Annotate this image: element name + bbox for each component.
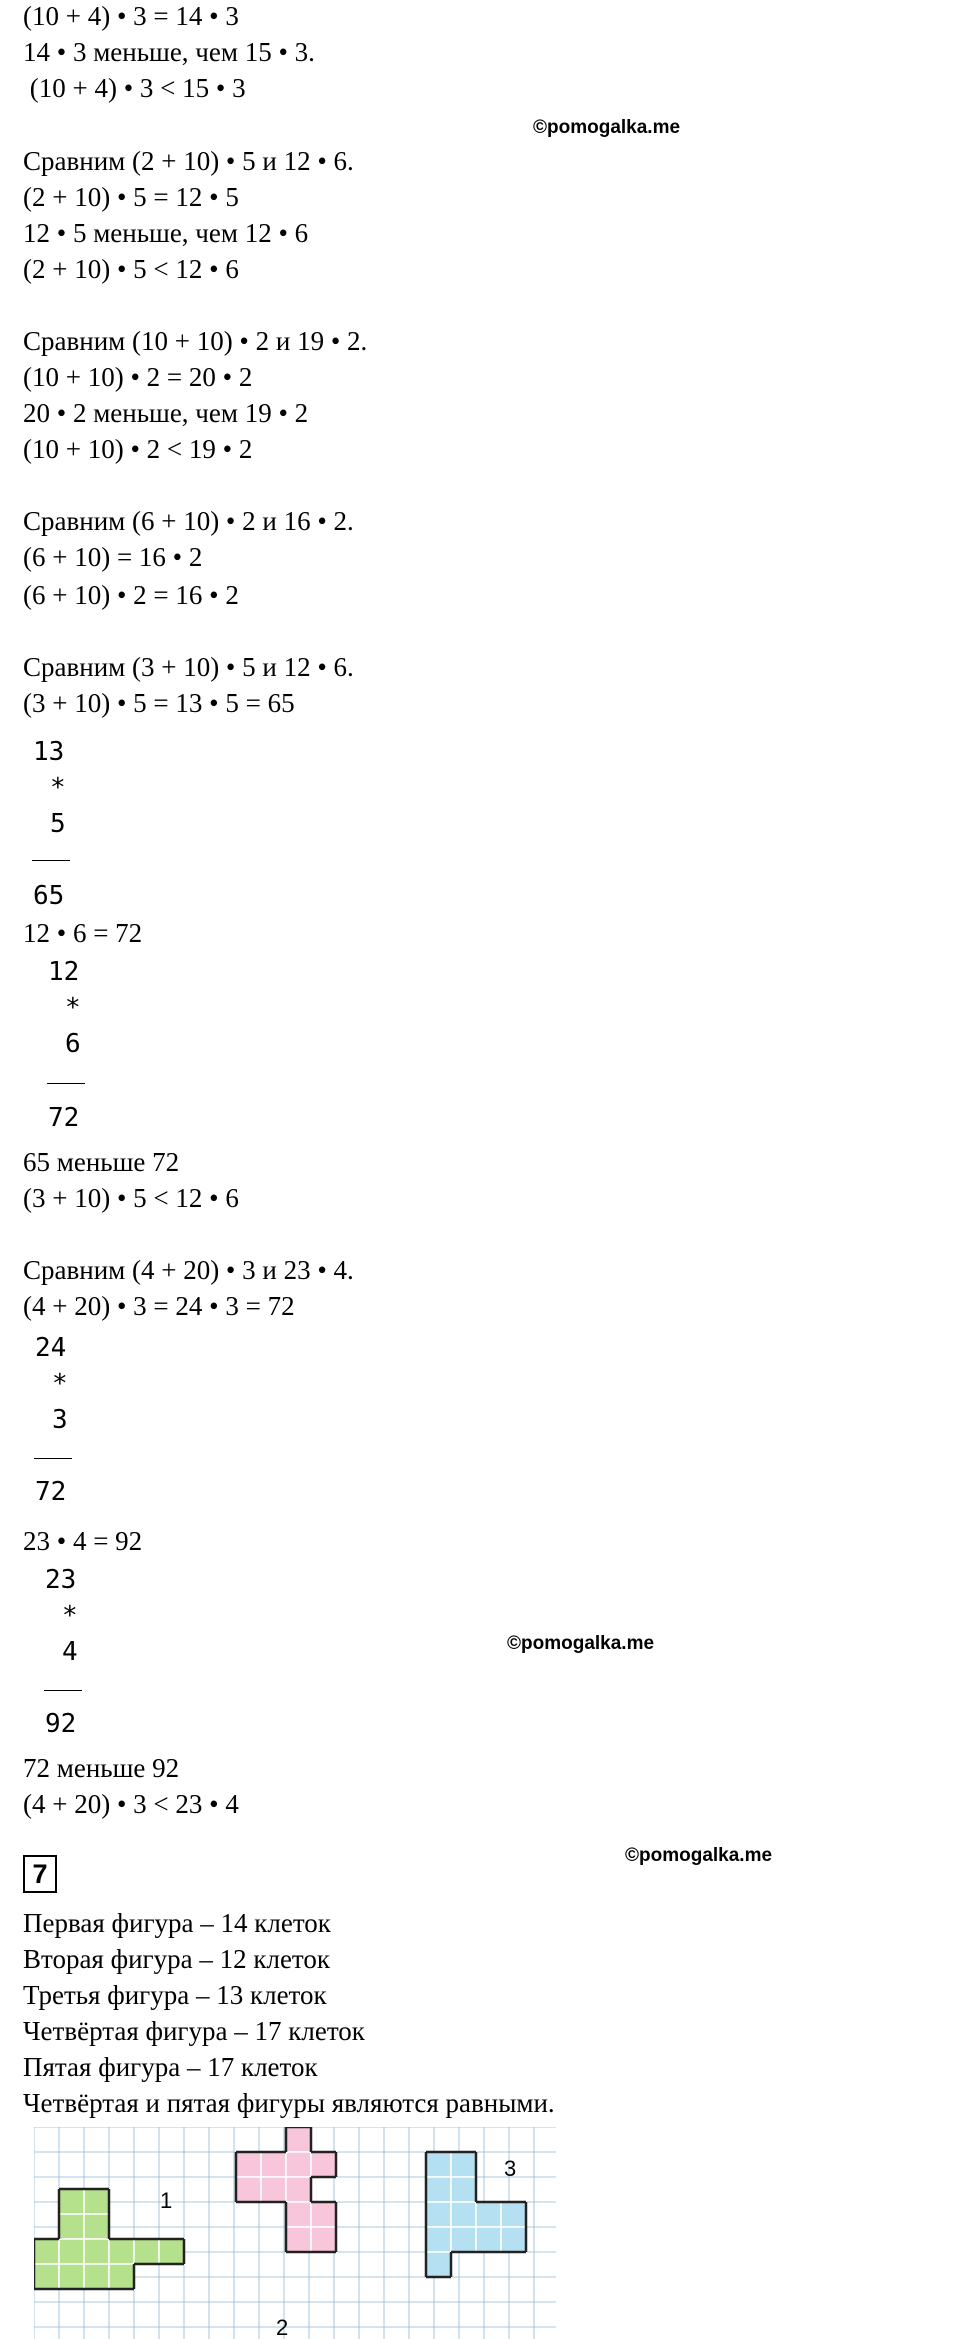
figure-cell <box>59 2189 84 2214</box>
text-line: (10 + 10) • 2 < 19 • 2 <box>23 434 253 464</box>
figure-cell <box>286 2227 311 2252</box>
text-line: Сравним (2 + 10) • 5 и 12 • 6. <box>23 146 354 176</box>
task-line: Четвёртая фигура – 17 клеток <box>23 2016 365 2046</box>
text-line: 65 меньше 72 <box>23 1147 180 1177</box>
watermark: ©pomogalka.me <box>507 1633 655 1654</box>
figure-cell <box>286 2177 311 2202</box>
figure-cell <box>426 2202 451 2227</box>
text-line: (3 + 10) • 5 = 13 • 5 = 65 <box>23 688 295 718</box>
figure-cell <box>261 2152 286 2177</box>
text-line: (10 + 10) • 2 = 20 • 2 <box>23 362 253 392</box>
figures-illustration <box>34 2127 556 2339</box>
text-line: 12 • 5 меньше, чем 12 • 6 <box>23 218 309 248</box>
figure-cell <box>476 2202 501 2227</box>
text-line: 23 • 4 = 92 <box>23 1526 143 1556</box>
text-line: (2 + 10) • 5 = 12 • 5 <box>23 182 239 212</box>
text-line: Сравним (6 + 10) • 2 и 16 • 2. <box>23 506 354 536</box>
column-operator: * <box>62 1601 78 1631</box>
column-multiplicand: 23 <box>45 1565 77 1595</box>
figure-cell <box>236 2152 261 2177</box>
column-rule <box>34 1458 72 1459</box>
figure-cell <box>159 2239 184 2264</box>
figure-cell <box>426 2152 451 2177</box>
text-line: 12 • 6 = 72 <box>23 918 143 948</box>
figure-cell <box>501 2227 526 2252</box>
figure-cell <box>84 2239 109 2264</box>
figure-label-1: 1 <box>160 2188 173 2213</box>
figure-cell <box>34 2239 59 2264</box>
figure-cell <box>426 2252 451 2277</box>
text-line: (2 + 10) • 5 < 12 • 6 <box>23 254 239 284</box>
column-result: 65 <box>33 881 65 911</box>
figure-cell <box>311 2152 336 2177</box>
figure-cell <box>311 2227 336 2252</box>
text-line: (6 + 10) = 16 • 2 <box>23 542 203 572</box>
figure-label-2: 2 <box>276 2315 289 2339</box>
text-line: (4 + 20) • 3 = 24 • 3 = 72 <box>23 1291 295 1321</box>
figure-label-3: 3 <box>504 2156 517 2181</box>
watermark: ©pomogalka.me <box>533 117 681 138</box>
column-multiplicand: 12 <box>48 957 80 987</box>
text-line: 14 • 3 меньше, чем 15 • 3. <box>23 37 315 67</box>
figure-cell <box>59 2239 84 2264</box>
task-line: Первая фигура – 14 клеток <box>23 1908 331 1938</box>
text-line: Сравним (10 + 10) • 2 и 19 • 2. <box>23 326 368 356</box>
figure-cell <box>109 2239 134 2264</box>
text-line: (10 + 4) • 3 = 14 • 3 <box>23 1 239 31</box>
text-line: (4 + 20) • 3 < 23 • 4 <box>23 1789 239 1819</box>
figure-cell <box>84 2264 109 2289</box>
text-line: 20 • 2 меньше, чем 19 • 2 <box>23 398 309 428</box>
column-multiplier: 4 <box>62 1637 78 1667</box>
task-line: Четвёртая и пятая фигуры являются равными. <box>23 2088 555 2118</box>
text-line: 72 меньше 92 <box>23 1753 180 1783</box>
figure-cell <box>426 2177 451 2202</box>
column-result: 72 <box>48 1103 80 1133</box>
column-multiplier: 6 <box>65 1029 81 1059</box>
figure-cell <box>451 2202 476 2227</box>
figure-cell <box>426 2227 451 2252</box>
figure-cell <box>311 2202 336 2227</box>
column-operator: * <box>65 993 81 1023</box>
figure-cell <box>286 2202 311 2227</box>
figure-cell <box>59 2264 84 2289</box>
figure-cell <box>286 2152 311 2177</box>
figure-cell <box>59 2214 84 2239</box>
figure-cell <box>476 2227 501 2252</box>
task-line: Третья фигура – 13 клеток <box>23 1980 327 2010</box>
figure-cell <box>451 2227 476 2252</box>
figure-cell <box>236 2177 261 2202</box>
text-line: Сравним (4 + 20) • 3 и 23 • 4. <box>23 1255 354 1285</box>
figure-cell <box>286 2127 311 2152</box>
task-line: Вторая фигура – 12 клеток <box>23 1944 330 1974</box>
column-multiplicand: 24 <box>35 1333 67 1363</box>
column-rule <box>47 1083 85 1084</box>
figure-cell <box>34 2264 59 2289</box>
column-multiplier: 5 <box>50 809 66 839</box>
column-multiplicand: 13 <box>33 737 65 767</box>
figure-cell <box>451 2152 476 2177</box>
column-rule <box>32 860 70 861</box>
column-multiplier: 3 <box>52 1405 68 1435</box>
column-result: 92 <box>45 1709 77 1739</box>
figure-cell <box>84 2189 109 2214</box>
text-line: (3 + 10) • 5 < 12 • 6 <box>23 1183 239 1213</box>
column-result: 72 <box>35 1477 67 1507</box>
figure-cell <box>109 2264 134 2289</box>
task-number: 7 <box>23 1855 57 1893</box>
figure-cell <box>261 2177 286 2202</box>
text-line: (10 + 4) • 3 < 15 • 3 <box>23 73 246 103</box>
text-line: (6 + 10) • 2 = 16 • 2 <box>23 580 239 610</box>
task-line: Пятая фигура – 17 клеток <box>23 2052 318 2082</box>
figure-cell <box>134 2239 159 2264</box>
column-operator: * <box>50 773 66 803</box>
watermark: ©pomogalka.me <box>625 1845 773 1866</box>
figure-cell <box>451 2177 476 2202</box>
column-operator: * <box>52 1369 68 1399</box>
figure-2-pink <box>236 2127 336 2252</box>
column-rule <box>44 1690 82 1691</box>
text-line: Сравним (3 + 10) • 5 и 12 • 6. <box>23 652 354 682</box>
figure-cell <box>501 2202 526 2227</box>
figure-cell <box>84 2214 109 2239</box>
